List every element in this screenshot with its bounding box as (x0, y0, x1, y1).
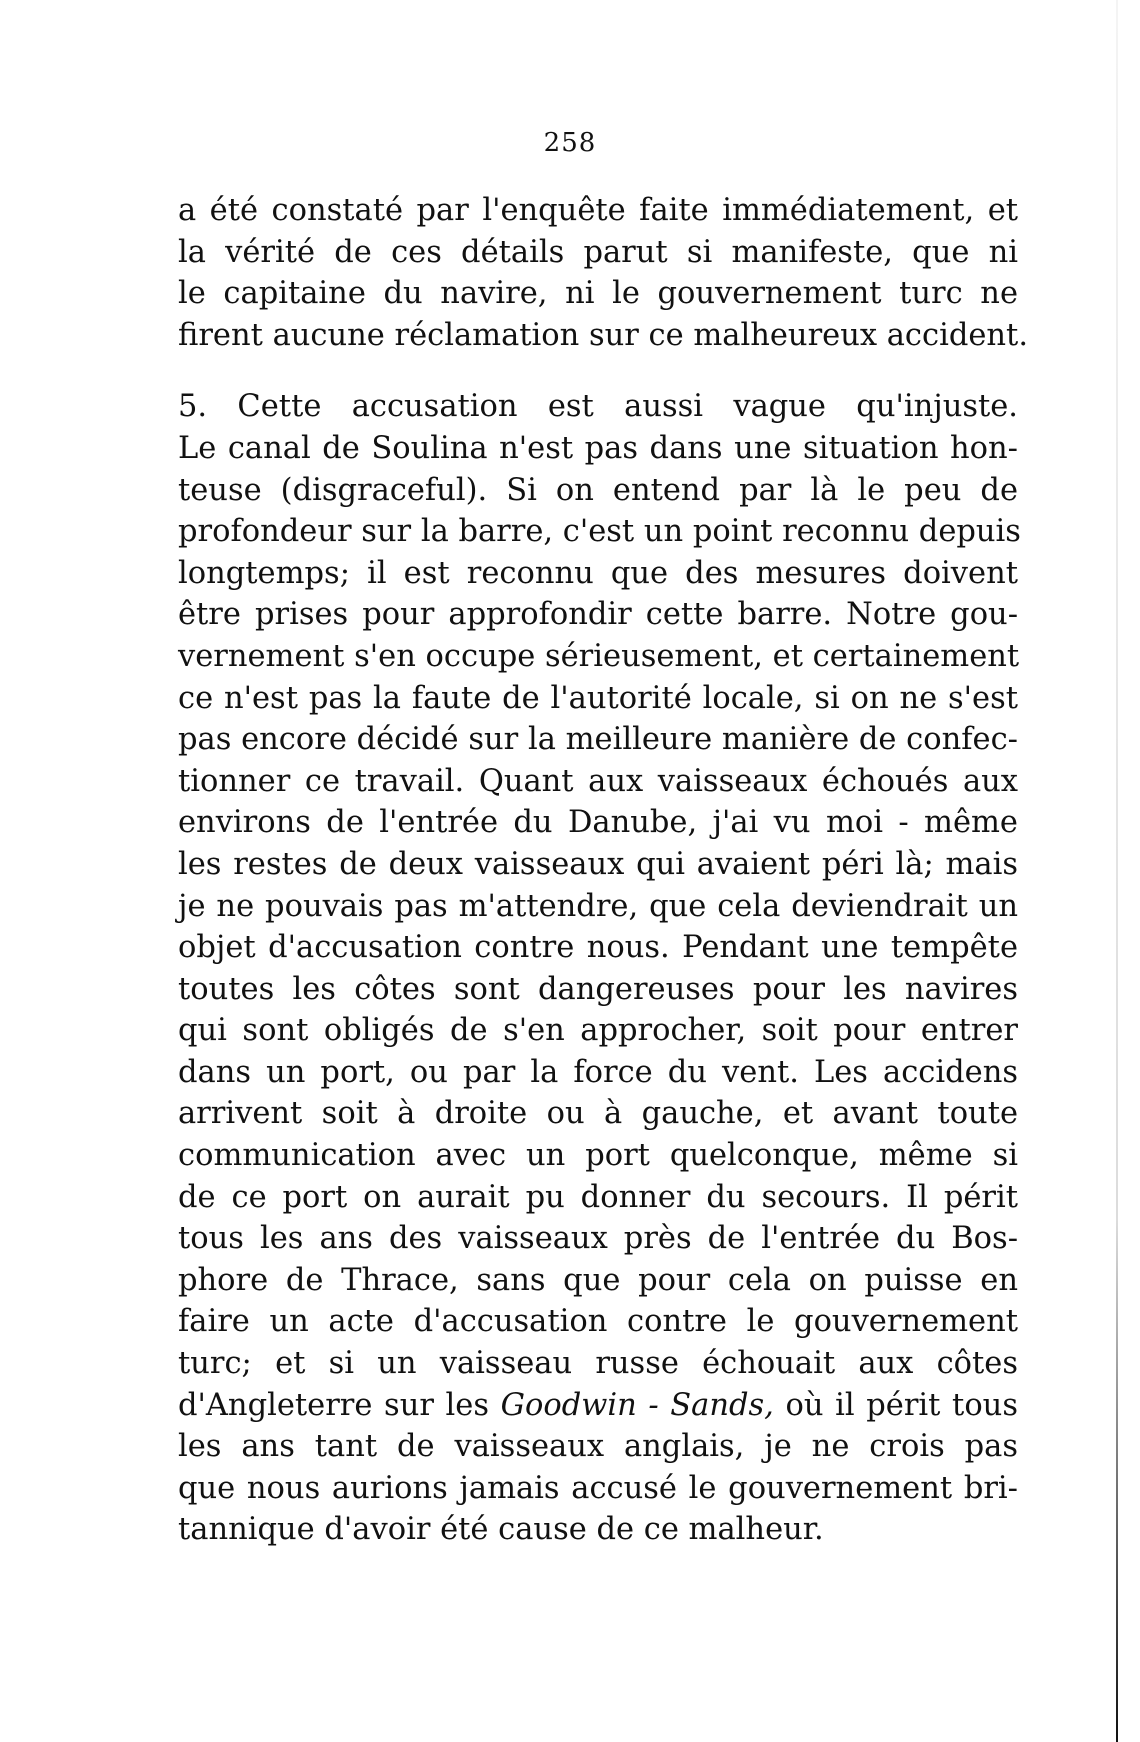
page-number: 258 (543, 128, 597, 158)
text-line: phore de Thrace, sans que pour cela on puisse en (178, 1262, 1018, 1298)
text-line: teuse (disgraceful). Si on entend par là le peu de (178, 472, 1018, 508)
text-line: je ne pouvais pas m'attendre, que cela deviendrait un (178, 888, 1018, 924)
text-segment: d'Angleterre sur les (178, 1387, 489, 1423)
paragraph-gap (178, 356, 1018, 386)
text-line: objet d'accusation contre nous. Pendant une tempête (178, 930, 1018, 966)
text-line: profondeur sur la barre, c'est un point reconnu depuis (178, 514, 1021, 550)
text-line: arrivent soit à droite ou à gauche, et avant toute (178, 1096, 1018, 1132)
text-line: que nous aurions jamais accusé le gouvernement bri- (178, 1470, 1018, 1506)
paragraph-2 (178, 386, 1021, 1551)
text-line: pas encore décidé sur la meilleure manière de confec- (178, 722, 1018, 758)
text-line: le capitaine du navire, ni le gouvernement turc ne (178, 276, 1018, 312)
text-line: environs de l'entrée du Danube, j'ai vu moi - même (178, 805, 1018, 841)
text-line: tionner ce travail. Quant aux vaisseaux échoués aux (178, 763, 1018, 799)
text-line: ce n'est pas la faute de l'autorité locale, si on ne s'est (178, 680, 1018, 716)
paragraph-1 (178, 190, 1029, 356)
text-line: turc; et si un vaisseau russe échouait aux côtes (178, 1346, 1018, 1382)
text-line: la vérité de ces détails parut si manifeste, que ni (178, 234, 1018, 270)
text-line: dans un port, ou par la force du vent. Les accidens (178, 1054, 1018, 1090)
text-line: vernement s'en occupe sérieusement, et certainement (178, 638, 1020, 674)
page-edge-shadow (1116, 0, 1118, 1742)
body-text (178, 190, 1029, 1551)
text-line: firent aucune réclamation sur ce malheureux accident. (178, 317, 1029, 353)
text-segment: où il périt tous (785, 1387, 1018, 1423)
italic-place-name: Goodwin - Sands, (500, 1387, 774, 1423)
text-line: Le canal de Soulina n'est pas dans une situation hon- (178, 430, 1018, 466)
text-line: a été constaté par l'enquête faite immédiatement, et (178, 193, 1018, 228)
text-line: faire un acte d'accusation contre le gouvernement (178, 1304, 1018, 1340)
text-line-goodwin-sands (178, 1385, 1018, 1427)
text-line: les ans tant de vaisseaux anglais, je ne crois pas (178, 1429, 1018, 1465)
text-line: être prises pour approfondir cette barre. Notre gou- (178, 597, 1018, 633)
text-line: de ce port on aurait pu donner du secours. Il périt (178, 1179, 1018, 1215)
text-line: toutes les côtes sont dangereuses pour les navires (178, 971, 1018, 1007)
text-line: longtemps; il est reconnu que des mesures doivent (178, 555, 1018, 591)
text-line: qui sont obligés de s'en approcher, soit pour entrer (178, 1013, 1018, 1049)
text-line: 5. Cette accusation est aussi vague qu'injuste. (178, 389, 1018, 425)
text-line: tous les ans des vaisseaux près de l'entrée du Bos- (178, 1221, 1018, 1257)
text-line-last: tannique d'avoir été cause de ce malheur. (178, 1512, 824, 1548)
text-line: les restes de deux vaisseaux qui avaient péri là; mais (178, 846, 1018, 882)
text-line: communication avec un port quelconque, même si (178, 1138, 1018, 1174)
